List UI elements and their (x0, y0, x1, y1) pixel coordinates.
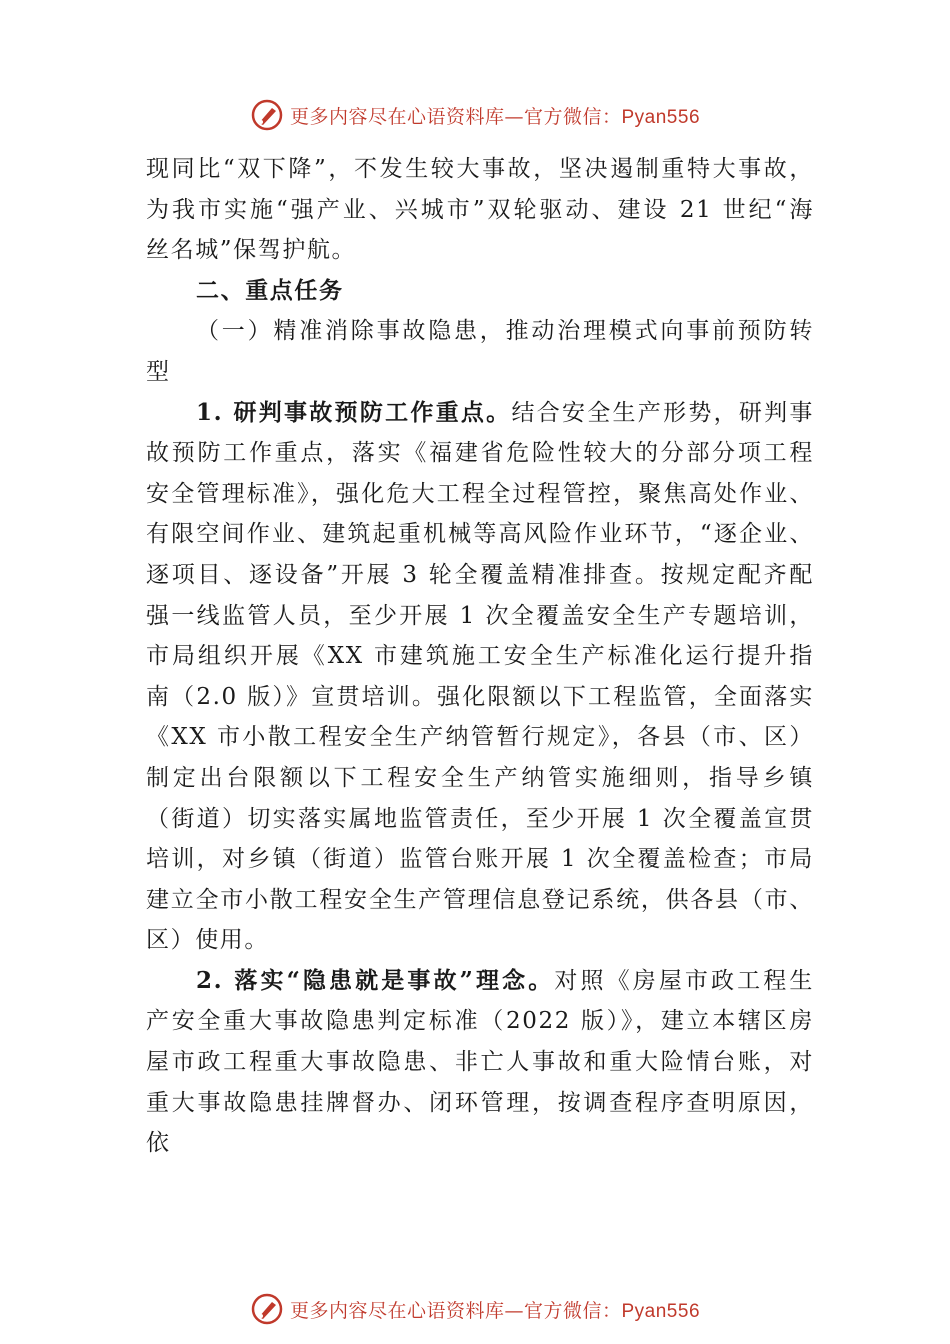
subsection-heading: （一）精准消除事故隐患，推动治理模式向事前预防转 (196, 318, 814, 345)
text-line: 屋市政工程重大事故隐患、非亡人事故和重大险情台账，对 (146, 1049, 814, 1076)
text-line: 产安全重大事故隐患判定标准（2022 版）》，建立本辖区房 (146, 1008, 814, 1035)
watermark-wechat-id: Pyan556 (621, 1300, 701, 1322)
text-line: （街道）切实落实属地监管责任，至少开展 1 次全覆盖宣贯 (146, 805, 814, 832)
text-line: 有限空间作业、建筑起重机械等高风险作业环节，“逐企业、 (146, 521, 814, 548)
watermark-text: 更多内容尽在心语资料库—官方微信： (289, 105, 622, 128)
pen-logo-icon (250, 1292, 284, 1326)
paragraph-2-start: 2. 落实“隐患就是事故”理念。对照《房屋市政工程生 (196, 966, 815, 994)
watermark-wechat-id: Pyan556 (621, 106, 701, 128)
document-body (146, 149, 814, 1164)
text-line: 市局组织开展《XX 市建筑施工安全生产标准化运行提升指 (146, 643, 814, 670)
text-line: 依 (146, 1130, 171, 1157)
item-title: 2. 落实“隐患就是事故”理念。 (196, 966, 555, 994)
text-line: 《XX 市小散工程安全生产纳管暂行规定》，各县（市、区） (146, 724, 814, 751)
text-line: 安全管理标准》，强化危大工程全过程管控，聚焦高处作业、 (146, 480, 814, 507)
item-title: 1. 研判事故预防工作重点。 (196, 398, 512, 426)
text-line: 区）使用。 (146, 927, 269, 954)
text-line: 重大事故隐患挂牌督办、闭环管理，按调查程序查明原因， (146, 1089, 814, 1116)
section-heading: 二、重点任务 (196, 276, 344, 304)
text-line: 南（2.0 版）》宣贯培训。强化限额以下工程监管，全面落实 (146, 683, 814, 710)
text-line: 为我市实施“强产业、兴城市”双轮驱动、建设 21 世纪“海 (146, 196, 814, 223)
text-line: 现同比“双下降”，不发生较大事故，坚决遏制重特大事故， (146, 156, 814, 182)
text-line: 制定出台限额以下工程安全生产纳管实施细则，指导乡镇 (146, 764, 814, 791)
text-line: 建立全市小散工程安全生产管理信息登记系统，供各县（市、 (146, 886, 814, 913)
text-line: 丝名城”保驾护航。 (146, 237, 357, 264)
watermark-header (0, 95, 950, 135)
pen-logo-icon (250, 98, 284, 132)
paragraph-1-start: 1. 研判事故预防工作重点。结合安全生产形势，研判事 (196, 398, 815, 426)
text-line: 强一线监管人员，至少开展 1 次全覆盖安全生产专题培训， (146, 602, 814, 629)
text-line: 逐项目、逐设备”开展 3 轮全覆盖精准排查。按规定配齐配 (146, 561, 814, 588)
subsection-heading-cont: 型 (146, 358, 171, 385)
watermark-footer (0, 1289, 950, 1329)
text-line: 故预防工作重点，落实《福建省危险性较大的分部分项工程 (146, 440, 814, 467)
text-line: 培训，对乡镇（街道）监管台账开展 1 次全覆盖检查；市局 (146, 846, 814, 873)
watermark-text: 更多内容尽在心语资料库—官方微信： (289, 1299, 622, 1322)
